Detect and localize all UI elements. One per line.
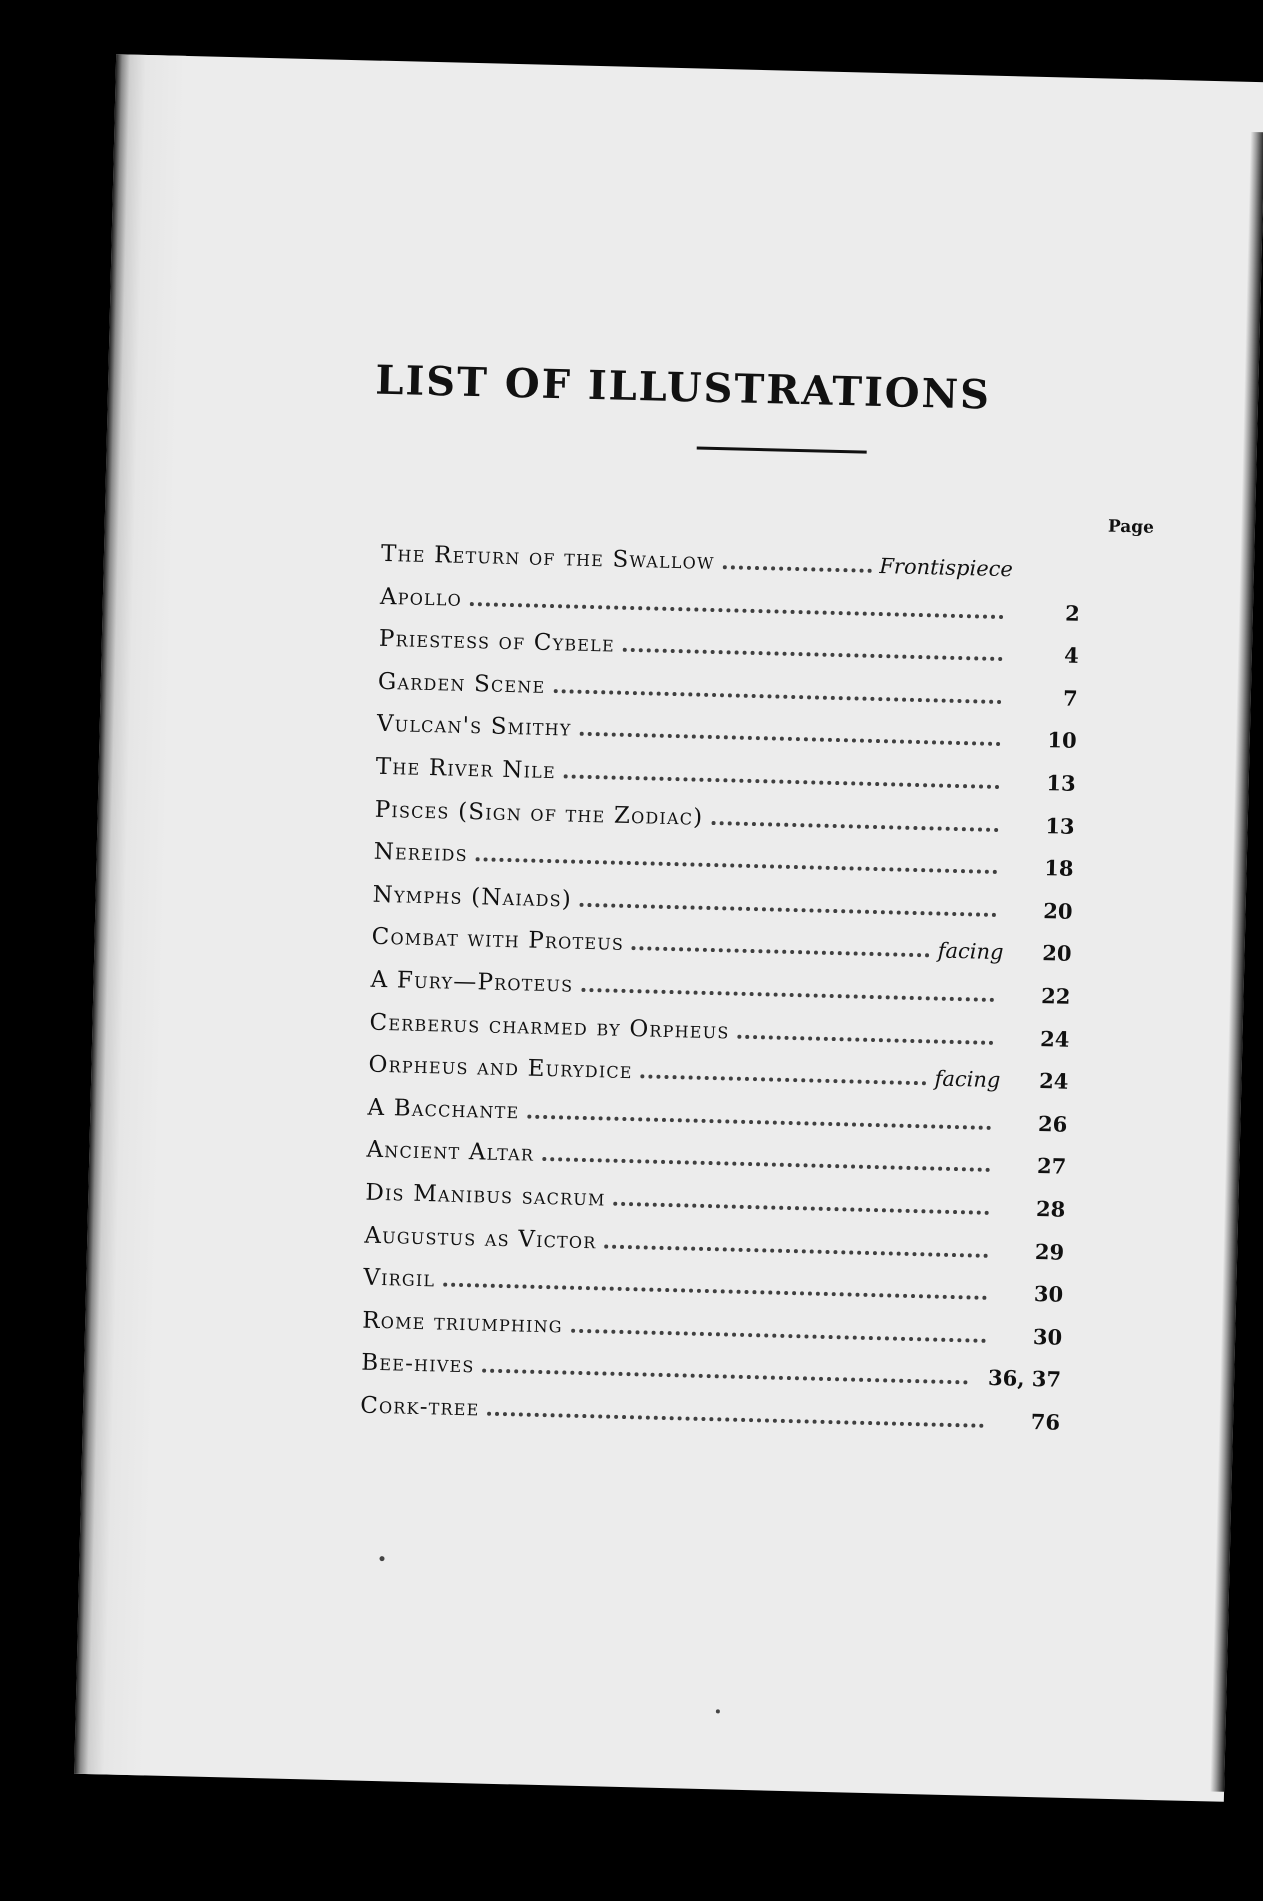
page-number: 30 xyxy=(1033,1281,1064,1307)
illustration-title: Pisces (Sign of the Zodiac) xyxy=(374,796,704,831)
page-number: 30 xyxy=(1032,1323,1063,1350)
page-number: 7 xyxy=(1062,685,1079,711)
dot-leader xyxy=(553,679,1002,704)
dot-leader xyxy=(711,811,999,832)
illustration-title: Orpheus and Eurydice xyxy=(368,1051,634,1085)
page-number: 20 xyxy=(1041,940,1072,967)
dot-leader xyxy=(623,638,1003,661)
dot-leader xyxy=(571,1318,987,1342)
illustration-note: facing xyxy=(934,1066,1001,1093)
illustration-title: Rome triumphing xyxy=(362,1307,564,1339)
page-number: 26 xyxy=(1037,1110,1068,1137)
dot-leader xyxy=(737,1024,993,1044)
page-number: 29 xyxy=(1034,1238,1065,1265)
dot-leader xyxy=(579,722,1000,746)
page-title: LIST OF ILLUSTRATIONS xyxy=(374,356,992,419)
illustration-title: The River Nile xyxy=(375,753,557,785)
illustration-title: Nereids xyxy=(373,838,469,868)
dot-leader xyxy=(482,1359,968,1385)
illustrations-list xyxy=(360,541,1082,1452)
dot-leader xyxy=(632,936,930,957)
page-speck xyxy=(716,1709,720,1713)
illustration-title: Ancient Altar xyxy=(366,1136,535,1168)
dot-leader xyxy=(487,1402,984,1428)
page-number: 24 xyxy=(1038,1068,1069,1094)
page-number: 76 xyxy=(1030,1408,1061,1435)
illustration-title: Cerberus charmed by Orpheus xyxy=(369,1009,730,1045)
dot-leader xyxy=(641,1064,927,1085)
page-number xyxy=(1025,577,1081,578)
page-number: 20 xyxy=(1043,897,1073,924)
dot-leader xyxy=(527,1104,991,1129)
dot-leader xyxy=(542,1147,990,1172)
illustration-title: Combat with Proteus xyxy=(371,924,625,957)
dot-leader xyxy=(723,555,872,573)
illustration-title: The Return of the Swallow xyxy=(380,540,715,575)
illustration-title: Bee-hives xyxy=(360,1349,475,1379)
dot-leader xyxy=(604,1234,988,1257)
illustration-title: A Bacchante xyxy=(367,1094,520,1125)
dot-leader xyxy=(581,978,994,1002)
book-page xyxy=(74,54,1263,1802)
page-number: 13 xyxy=(1045,812,1075,839)
dot-leader xyxy=(476,847,998,874)
illustration-title: Dis Manibus sacrum xyxy=(365,1179,606,1212)
illustration-title: Virgil xyxy=(363,1264,436,1293)
page-number: 18 xyxy=(1044,855,1074,881)
dot-leader xyxy=(613,1192,989,1215)
illustration-title: Cork-tree xyxy=(359,1392,480,1422)
illustration-title: Priestess of Cybele xyxy=(378,625,616,658)
dot-leader xyxy=(564,764,1000,789)
page-number: 10 xyxy=(1047,727,1078,754)
illustration-note: facing xyxy=(937,938,1004,965)
dot-leader xyxy=(580,893,997,917)
illustration-note: Frontispiece xyxy=(879,554,1014,582)
title-rule xyxy=(697,447,867,454)
illustration-title: Vulcan's Smithy xyxy=(376,711,572,742)
page-number: 22 xyxy=(1040,983,1071,1009)
illustration-title: Nymphs (Naiads) xyxy=(372,881,573,913)
page-speck xyxy=(379,1556,384,1561)
illustration-title: A Fury—Proteus xyxy=(370,966,574,998)
book-gutter xyxy=(74,54,186,1775)
page-number: 2 xyxy=(1064,600,1081,626)
page-number: 24 xyxy=(1039,1025,1070,1052)
page-number: 36, 37 xyxy=(987,1365,1062,1392)
illustration-title: Apollo xyxy=(379,583,463,612)
illustration-title: Augustus as Victor xyxy=(364,1222,597,1254)
illustration-title: Garden Scene xyxy=(377,668,546,699)
page-number: 27 xyxy=(1036,1153,1067,1180)
page-column-header: Page xyxy=(1107,516,1155,538)
page-number: 13 xyxy=(1046,770,1076,796)
page-number: 4 xyxy=(1063,642,1080,669)
page-number: 28 xyxy=(1035,1195,1066,1222)
